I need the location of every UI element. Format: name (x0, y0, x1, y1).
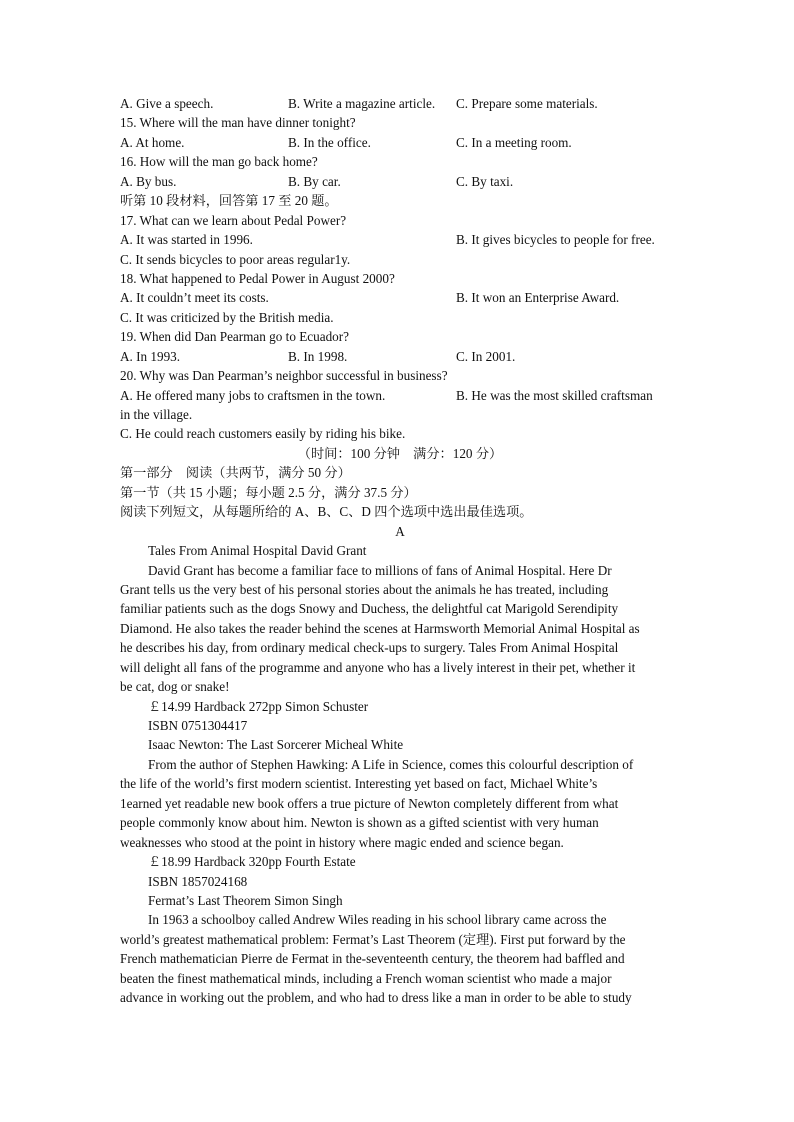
page-content (120, 94, 680, 1008)
option-a: A. He offered many jobs to craftsmen in the town. (120, 387, 386, 403)
book-price: ￡18.99 Hardback 320pp Fourth Estate (148, 854, 356, 870)
q18-options-ab (120, 288, 680, 307)
paragraph-line: weaknesses who stood at the point in history where magic ended and science began. (120, 834, 564, 850)
paragraph-line: advance in working out the problem, and who had to dress like a man in order to be able to study (120, 990, 632, 1006)
paragraph-line: he describes his day, from ordinary medical check-ups to surgery. Tales From Animal Hospital (120, 640, 619, 656)
listening-instruction: 听第 10 段材料，回答第 17 至 20 题。 (120, 193, 338, 209)
option-b: B. It won an Enterprise Award. (456, 290, 620, 306)
question-stem: 17. What can we learn about Pedal Power? (120, 212, 347, 228)
question-stem: 16. How will the man go back home? (120, 154, 318, 170)
book-title: Fermat’s Last Theorem Simon Singh (148, 892, 343, 908)
paragraph-line: David Grant has become a familiar face to millions of fans of Animal Hospital. Here Dr (148, 562, 612, 578)
option-b: B. In 1998. (288, 348, 348, 364)
option-b: B. Write a magazine article. (288, 96, 436, 111)
paragraph-line: world’s greatest mathematical problem: Fermat’s Last Theorem (定理). First put forward by the (120, 931, 626, 947)
q20-options-ab (120, 386, 680, 405)
part-heading: 第一部分 阅读（共两节，满分 50 分） (120, 465, 351, 481)
option-c: C. It was criticized by the British media. (120, 309, 334, 325)
book-price: ￡14.99 Hardback 272pp Simon Schuster (148, 698, 369, 714)
option-b: B. By car. (288, 173, 341, 189)
book-isbn: ISBN 1857024168 (148, 873, 248, 889)
book-title: Isaac Newton: The Last Sorcerer Micheal White (148, 737, 404, 753)
paragraph-line: familiar patients such as the dogs Snowy and Duchess, the delightful cat Marigold Serendipity (120, 601, 619, 617)
q17-options-ab (120, 230, 680, 249)
option-a: A. In 1993. (120, 348, 181, 364)
paragraph-line: the life of the world’s first modern scientist. Interesting yet based on fact, Michael White’s (120, 776, 598, 792)
option-a: A. At home. (120, 134, 185, 150)
option-c: C. Prepare some materials. (456, 96, 598, 111)
question-stem: 20. Why was Dan Pearman’s neighbor successful in business? (120, 368, 448, 384)
paragraph-line: In 1963 a schoolboy called Andrew Wiles reading in his school library came across the (148, 912, 607, 928)
option-c: C. In a meeting room. (456, 134, 572, 150)
paragraph-line: will delight all fans of the programme and anyone who has a lively interest in their pet, whether it (120, 659, 636, 675)
paragraph-line: From the author of Stephen Hawking: A Life in Science, comes this colourful description of (148, 756, 634, 772)
paragraph-line: Diamond. He also takes the reader behind the scenes at Harmsworth Memorial Animal Hospital as (120, 620, 640, 636)
option-c: C. In 2001. (456, 348, 516, 364)
question-stem: 19. When did Dan Pearman go to Ecuador? (120, 329, 350, 345)
section-heading: 第一节（共 15 小题；每小题 2.5 分，满分 37.5 分） (120, 484, 417, 500)
q15-options (120, 133, 680, 152)
paragraph-line: French mathematician Pierre de Fermat in the-seventeenth century, the theorem had baffled and (120, 951, 625, 967)
reading-instruction: 阅读下列短文，从每题所给的 A、B、C、D 四个选项中选出最佳选项。 (120, 504, 533, 520)
paragraph-line: be cat, dog or snake! (120, 679, 230, 695)
q14-options (120, 94, 680, 113)
option-a: A. It was started in 1996. (120, 232, 253, 248)
paragraph-line: people commonly know about him. Newton is shown as a gifted scientist with very human (120, 815, 599, 831)
question-stem: 15. Where will the man have dinner tonight? (120, 115, 356, 131)
option-b: B. In the office. (288, 134, 371, 150)
option-c: C. He could reach customers easily by riding his bike. (120, 426, 406, 442)
option-a: A. Give a speech. (120, 96, 214, 111)
option-b-continued: in the village. (120, 407, 193, 422)
q19-options (120, 347, 680, 366)
book-title: Tales From Animal Hospital David Grant (148, 543, 367, 559)
passage-label: A (395, 523, 405, 539)
option-c: C. By taxi. (456, 173, 514, 189)
option-b: B. It gives bicycles to people for free. (456, 232, 655, 248)
option-a: A. It couldn’t meet its costs. (120, 290, 269, 306)
option-c: C. It sends bicycles to poor areas regular1y. (120, 251, 351, 267)
time-score: （时间：100 分钟 满分：120 分） (297, 445, 503, 461)
option-a: A. By bus. (120, 173, 177, 189)
book-isbn: ISBN 0751304417 (148, 718, 248, 733)
paragraph-line: beaten the finest mathematical minds, including a French woman scientist who made a major (120, 970, 612, 986)
paragraph-line: 1earned yet readable new book offers a true picture of Newton completely different from what (120, 795, 619, 811)
option-b: B. He was the most skilled craftsman (456, 387, 653, 403)
paragraph-line: Grant tells us the very best of his personal stories about the animals he has treated, including (120, 581, 609, 597)
question-stem: 18. What happened to Pedal Power in August 2000? (120, 270, 395, 286)
q16-options (120, 172, 680, 191)
